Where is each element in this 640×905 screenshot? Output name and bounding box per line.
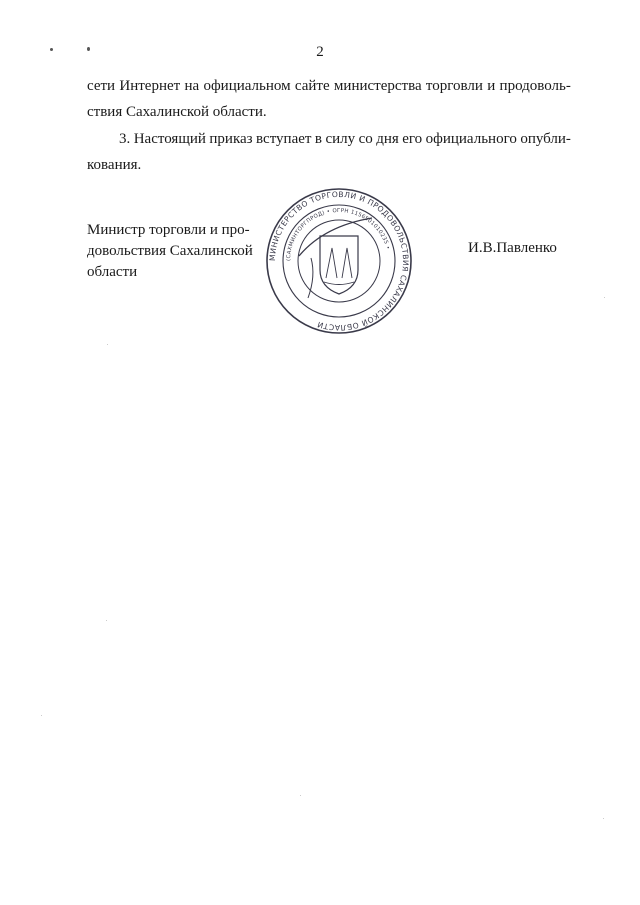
signatory-name: И.В.Павленко [468,240,557,256]
paragraph-word: на [184,78,200,94]
signatory-title-line: довольствия Сахалинской [87,243,253,259]
paragraph-word: приказ [209,131,253,147]
page-number: 2 [316,44,324,60]
scan-speck [107,344,108,345]
paragraph-word: Настоящий [133,131,206,147]
paragraph-word: торговли [425,78,483,94]
signatory-title-line: Министр торговли и про- [87,222,250,238]
paragraph-word: сети [87,78,116,94]
seal-inner-text: (САХМИНТОРГПРОД) • ОГРН 1156501010235 • [285,207,391,262]
paragraph-line [87,73,571,99]
paragraph-word: дня [376,131,399,147]
signatory-title-line: области [87,264,138,280]
paragraph-effective-date [87,126,571,178]
scan-speck [300,795,301,796]
scan-speck [41,715,42,716]
scan-speck [604,297,605,298]
paragraph-internet-publication [87,73,571,125]
paragraph-word: продоволь- [499,78,571,94]
scan-speck [603,818,604,819]
paragraph-word: 3. [119,131,131,147]
paragraph-word: вступает [256,131,312,147]
scan-speck [50,48,53,51]
paragraph-word: официальном [203,78,291,94]
paragraph-line [87,126,571,152]
paragraph-word: его [402,131,423,147]
paragraph-word: Интернет [119,78,181,94]
paragraph-word: со [358,131,373,147]
paragraph-word: в [314,131,323,147]
paragraph-word: официального [425,131,517,147]
seal-outer-text: МИНИСТЕРСТВО ТОРГОВЛИ И ПРОДОВОЛЬСТВИЯ САХАЛИНСКОЙ ОБЛАСТИ [267,189,411,333]
paragraph-line: ствия Сахалинской области. [87,104,267,120]
paragraph-word: сайте [294,78,330,94]
paragraph-word: силу [325,131,356,147]
paragraph-line: кования. [87,157,142,173]
scan-speck [106,620,107,621]
paragraph-word: министерства [333,78,422,94]
official-seal [264,186,414,336]
paragraph-word: опубли- [520,131,571,147]
paragraph-word: и [487,78,496,94]
scan-speck [87,47,90,51]
signatory-title [87,220,267,283]
